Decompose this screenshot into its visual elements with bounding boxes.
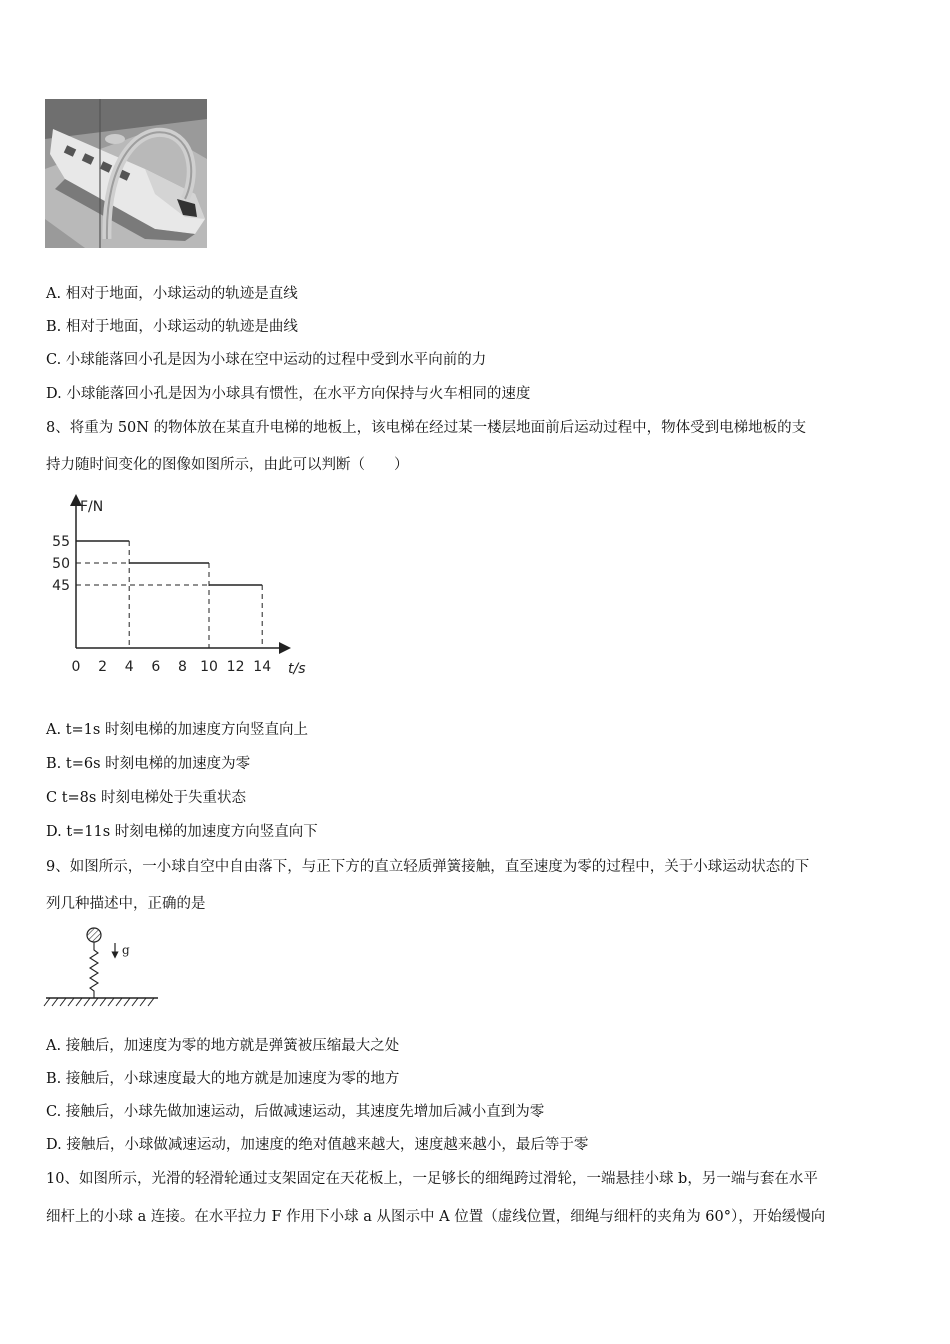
x-tick-label: 6 bbox=[151, 659, 161, 675]
q9-option-c: C. 接触后，小球先做加速运动，后做减速运动，其速度先增加后减小直到为零 bbox=[46, 1104, 545, 1120]
y-tick-label: 55 bbox=[52, 534, 70, 550]
train-photo bbox=[45, 99, 207, 248]
spring-ball-diagram bbox=[40, 920, 170, 1012]
y-axis-label: F/N bbox=[80, 499, 104, 515]
q9-stem-line2: 列几种描述中，正确的是 bbox=[46, 896, 206, 912]
q7-option-b: B. 相对于地面，小球运动的轨迹是曲线 bbox=[46, 319, 298, 335]
q9-option-a: A. 接触后，加速度为零的地方就是弹簧被压缩最大之处 bbox=[46, 1038, 400, 1054]
q9-stem-line1: 9、如图所示，一小球自空中自由落下，与正下方的直立轻质弹簧接触，直至速度为零的过程中，关于小球运动状态的下 bbox=[46, 859, 810, 875]
x-tick-label: 14 bbox=[253, 659, 272, 675]
x-tick-label: 12 bbox=[226, 659, 245, 675]
y-tick-label: 45 bbox=[52, 578, 70, 594]
q10-stem-line2: 细杆上的小球 a 连接。在水平拉力 F 作用下小球 a 从图示中 A 位置（虚线位置，细绳与细杆的夹角为 60°），开始缓慢向 bbox=[46, 1209, 826, 1225]
q8-option-d: D. t=11s 时刻电梯的加速度方向竖直向下 bbox=[46, 824, 318, 840]
force-time-chart bbox=[40, 490, 330, 682]
gravity-label: g bbox=[122, 943, 130, 957]
q8-option-b: B. t=6s 时刻电梯的加速度为零 bbox=[46, 756, 251, 772]
q8-option-c: C t=8s 时刻电梯处于失重状态 bbox=[46, 790, 246, 806]
x-tick-label: 10 bbox=[200, 659, 218, 675]
q8-stem-line2: 持力随时间变化的图像如图所示，由此可以判断（ ） bbox=[46, 457, 409, 473]
q7-option-c: C. 小球能落回小孔是因为小球在空中运动的过程中受到水平向前的力 bbox=[46, 352, 487, 368]
x-axis-label: t/s bbox=[288, 661, 306, 677]
ball bbox=[87, 928, 101, 942]
q9-option-d: D. 接触后，小球做减速运动，加速度的绝对值越来越大，速度越来越小，最后等于零 bbox=[46, 1137, 589, 1153]
q9-option-b: B. 接触后，小球速度最大的地方就是加速度为零的地方 bbox=[46, 1071, 400, 1087]
q8-stem-line1: 8、将重为 50N 的物体放在某直升电梯的地板上，该电梯在经过某一楼层地面前后运动过程中，物体受到电梯地板的支 bbox=[46, 420, 807, 436]
q7-option-d: D. 小球能落回小孔是因为小球具有惯性，在水平方向保持与火车相同的速度 bbox=[46, 386, 531, 402]
x-tick-label: 0 bbox=[71, 659, 81, 675]
x-tick-label: 2 bbox=[98, 659, 108, 675]
spring bbox=[90, 942, 98, 998]
x-tick-label: 4 bbox=[124, 659, 134, 675]
q8-option-a: A. t=1s 时刻电梯的加速度方向竖直向上 bbox=[46, 722, 308, 738]
q10-stem-line1: 10、如图所示，光滑的轻滑轮通过支架固定在天花板上，一足够长的细绳跨过滑轮，一端悬挂小球 b，另一端与套在水平 bbox=[46, 1171, 818, 1187]
q7-option-a: A. 相对于地面，小球运动的轨迹是直线 bbox=[46, 286, 298, 302]
y-tick-label: 50 bbox=[52, 556, 70, 572]
x-tick-label: 8 bbox=[177, 659, 187, 675]
